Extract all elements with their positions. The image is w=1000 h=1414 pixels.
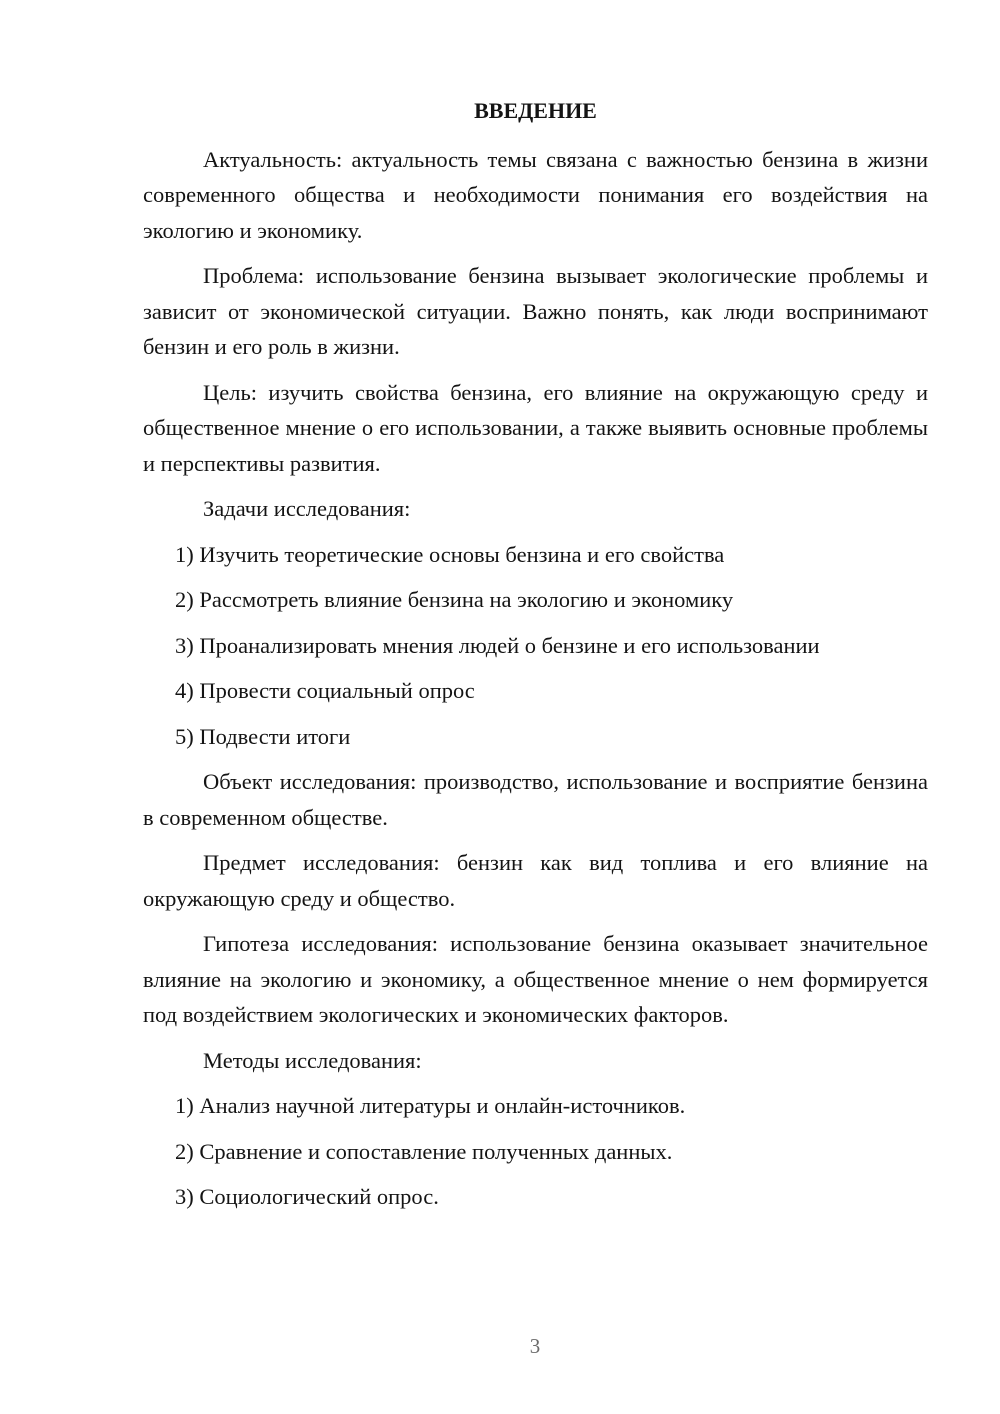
methods-label: Методы исследования: (203, 1047, 422, 1073)
document-body (143, 93, 928, 1225)
problem-paragraph: Проблема: использование бензина вызывает экологические проблемы и зависит от экономической ситуации. Важно понять, как люди воспринимают бензин и его роль в жизни. (143, 263, 928, 359)
relevance-paragraph: Актуальность: актуальность темы связана с важностью бензина в жизни современного общества и необходимости понимания его воздействия на экологию и экономику. (143, 146, 928, 243)
tasks-list-item: 4) Провести социальный опрос (175, 678, 475, 703)
methods-list-item: 1) Анализ научной литературы и онлайн-источников. (175, 1093, 686, 1118)
tasks-list-item: 2) Рассмотреть влияние бензина на экологию и экономику (175, 587, 734, 612)
tasks-list-item: 3) Проанализировать мнения людей о бензине и его использовании (175, 632, 820, 658)
goal-paragraph: Цель: изучить свойства бензина, его влияние на окружающую среду и общественное мнение о его использовании, а также выявить основные проблемы и перспективы развития. (143, 379, 928, 476)
section-heading: ВВЕДЕНИЕ (474, 98, 597, 123)
tasks-label: Задачи исследования: (203, 496, 411, 521)
tasks-list-item: 5) Подвести итоги (175, 723, 351, 749)
tasks-list-item: 1) Изучить теоретические основы бензина и его свойства (175, 541, 725, 567)
page-number: 3 (529, 1334, 541, 1358)
hypothesis-paragraph: Гипотеза исследования: использование бензина оказывает значительное влияние на экологию и экономику, а общественное мнение о нем формируется под воздействием экологических и экономических факторов. (143, 931, 928, 1027)
subject-paragraph: Предмет исследования: бензин как вид топлива и его влияние на окружающую среду и общество. (143, 850, 928, 911)
methods-list-item: 2) Сравнение и сопоставление полученных данных. (175, 1138, 673, 1164)
object-paragraph: Объект исследования: производство, использование и восприятие бензина в современном обществе. (143, 769, 928, 830)
methods-list-item: 3) Социологический опрос. (175, 1184, 439, 1209)
